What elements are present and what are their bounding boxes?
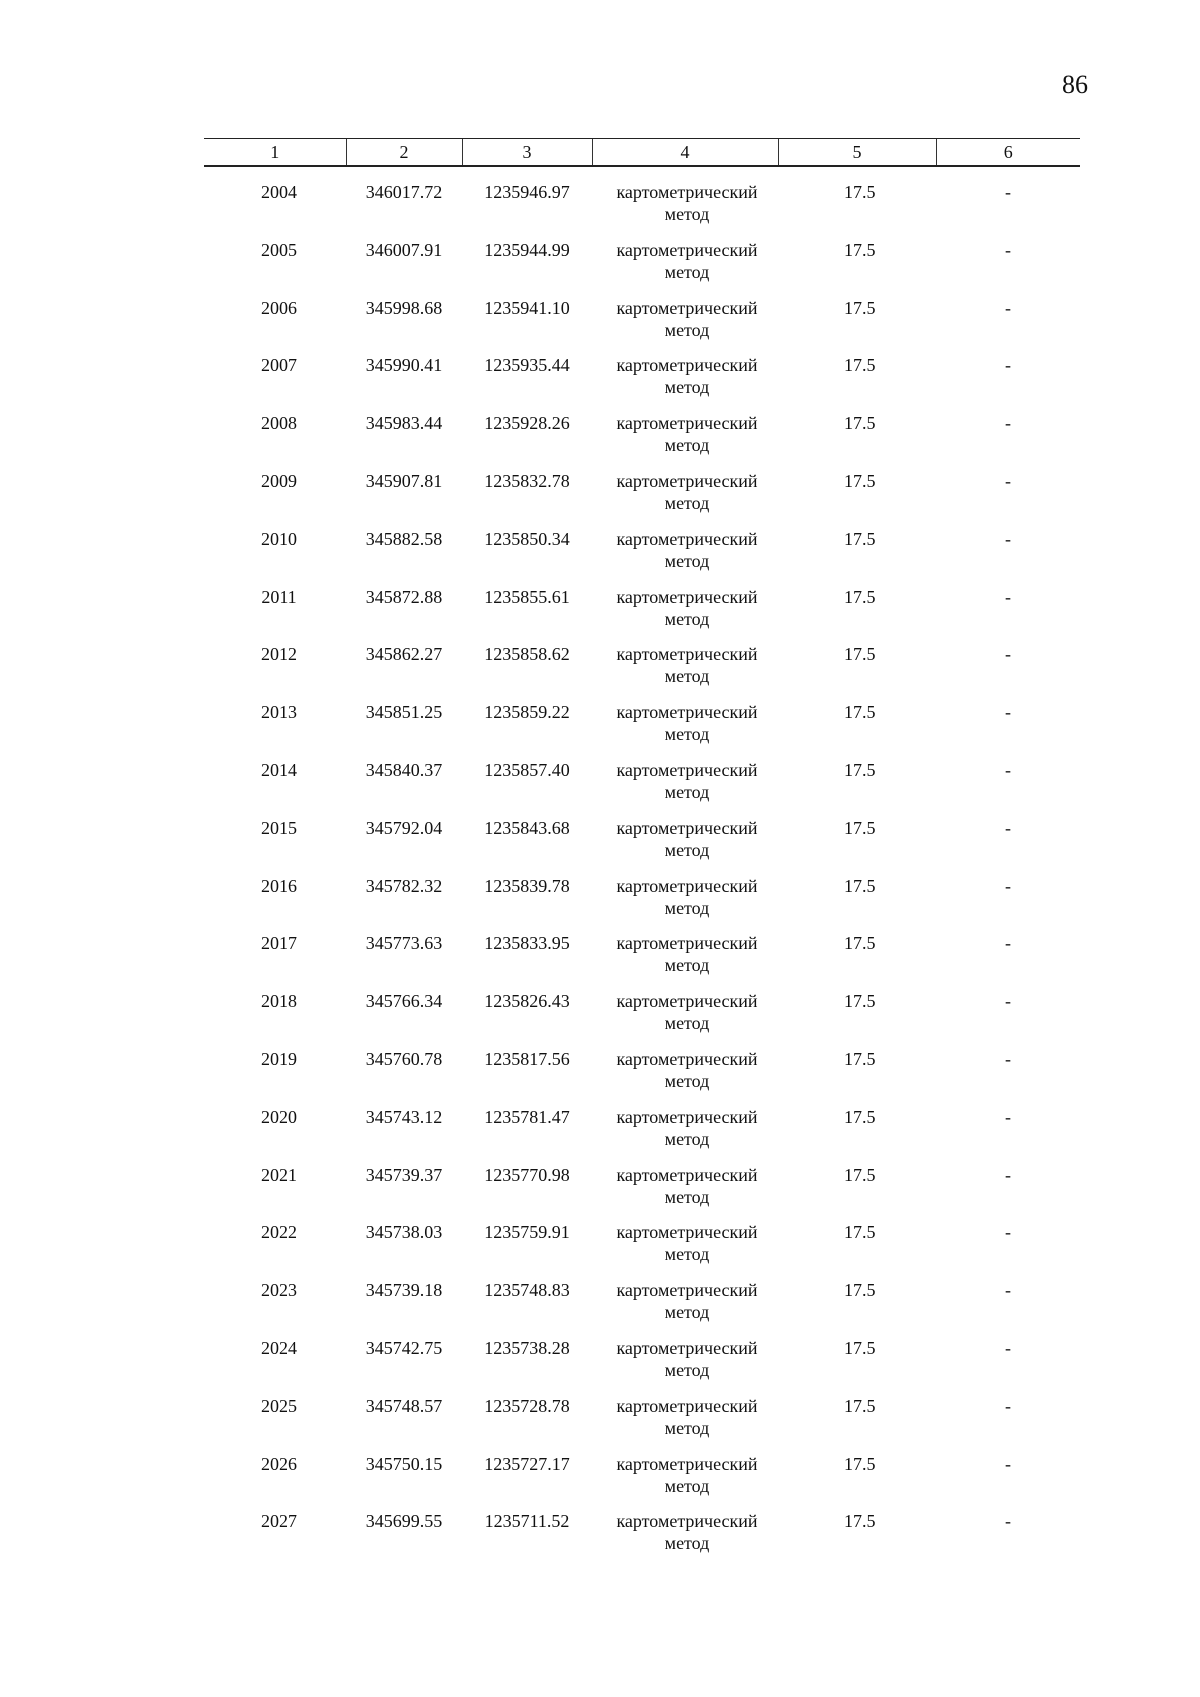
coordinates-table — [204, 138, 1080, 1568]
method-cell — [592, 643, 778, 701]
coordinate-y: 1235944.99 — [484, 239, 570, 260]
method-line-1: картометрический — [616, 1395, 758, 1416]
method-line-2: метод — [664, 1128, 710, 1149]
coordinate-y: 1235727.17 — [484, 1453, 570, 1474]
coordinate-x: 345773.63 — [365, 933, 443, 954]
accuracy-value: 17.5 — [844, 817, 876, 838]
accuracy-value: 17.5 — [844, 355, 876, 376]
method-cell — [592, 1279, 778, 1337]
method-line-2: метод — [664, 608, 710, 629]
table-row — [204, 297, 1080, 355]
coordinate-x: 345748.57 — [365, 1395, 443, 1416]
method-cell — [592, 932, 778, 990]
coordinate-x: 345739.18 — [365, 1280, 443, 1301]
table-row — [204, 412, 1080, 470]
point-number: 2025 — [261, 1395, 297, 1416]
accuracy-value: 17.5 — [844, 470, 876, 491]
point-number: 2012 — [261, 644, 297, 665]
accuracy-value: 17.5 — [844, 1280, 876, 1301]
coordinate-y: 1235748.83 — [484, 1280, 570, 1301]
column-header-2: 2 — [346, 139, 462, 167]
coordinate-y: 1235839.78 — [484, 875, 570, 896]
accuracy-value: 17.5 — [844, 586, 876, 607]
method-line-2: метод — [664, 377, 710, 398]
method-line-2: метод — [664, 1070, 710, 1091]
coordinate-y: 1235946.97 — [484, 182, 570, 202]
method-cell — [592, 1453, 778, 1511]
note-value: - — [1005, 297, 1011, 318]
coordinate-y: 1235832.78 — [484, 470, 570, 491]
method-line-1: картометрический — [616, 239, 758, 260]
point-number: 2023 — [261, 1280, 297, 1301]
method-line-2: метод — [664, 1013, 710, 1034]
coordinate-x: 345738.03 — [365, 1222, 443, 1243]
table-row — [204, 1221, 1080, 1279]
table-row — [204, 586, 1080, 644]
accuracy-value: 17.5 — [844, 933, 876, 954]
method-line-2: метод — [664, 1359, 710, 1380]
method-line-1: картометрический — [616, 355, 758, 376]
table-row — [204, 875, 1080, 933]
method-cell — [592, 528, 778, 586]
note-value: - — [1005, 1106, 1011, 1127]
method-line-2: метод — [664, 261, 710, 282]
point-number: 2026 — [261, 1453, 297, 1474]
method-line-1: картометрический — [616, 933, 758, 954]
method-cell — [592, 354, 778, 412]
coordinate-x: 345739.37 — [365, 1164, 443, 1185]
method-cell — [592, 701, 778, 759]
table-row — [204, 1337, 1080, 1395]
coordinate-y: 1235928.26 — [484, 413, 570, 434]
coordinate-x: 345983.44 — [365, 413, 443, 434]
table-row — [204, 1106, 1080, 1164]
coordinate-x: 346007.91 — [365, 239, 443, 260]
method-cell — [592, 875, 778, 933]
table-row — [204, 643, 1080, 701]
method-cell — [592, 586, 778, 644]
point-number: 2022 — [261, 1222, 297, 1243]
method-line-1: картометрический — [616, 875, 758, 896]
table-row — [204, 166, 1080, 239]
table-row — [204, 354, 1080, 412]
method-cell — [592, 1337, 778, 1395]
coordinate-y: 1235935.44 — [484, 355, 570, 376]
coordinate-y: 1235738.28 — [484, 1337, 570, 1358]
coordinate-y: 1235857.40 — [484, 759, 570, 780]
method-cell — [592, 239, 778, 297]
note-value: - — [1005, 1164, 1011, 1185]
point-number: 2007 — [261, 355, 297, 376]
point-number: 2027 — [261, 1511, 297, 1532]
coordinate-x: 345907.81 — [365, 470, 443, 491]
coordinate-y: 1235855.61 — [484, 586, 570, 607]
accuracy-value: 17.5 — [844, 239, 876, 260]
method-line-1: картометрический — [616, 1453, 758, 1474]
method-line-1: картометрический — [616, 1337, 758, 1358]
method-line-2: метод — [664, 1533, 710, 1554]
coordinate-x: 345743.12 — [365, 1106, 443, 1127]
coordinate-x: 345750.15 — [365, 1453, 443, 1474]
method-cell — [592, 759, 778, 817]
point-number: 2010 — [261, 528, 297, 549]
note-value: - — [1005, 239, 1011, 260]
point-number: 2005 — [261, 239, 297, 260]
note-value: - — [1005, 355, 1011, 376]
note-value: - — [1005, 702, 1011, 723]
point-number: 2017 — [261, 933, 297, 954]
method-line-2: метод — [664, 204, 710, 224]
method-line-1: картометрический — [616, 991, 758, 1012]
point-number: 2008 — [261, 413, 297, 434]
method-line-1: картометрический — [616, 1222, 758, 1243]
page-number: 86 — [1062, 70, 1088, 99]
accuracy-value: 17.5 — [844, 1164, 876, 1185]
table-row — [204, 239, 1080, 297]
point-number: 2015 — [261, 817, 297, 838]
coordinate-y: 1235850.34 — [484, 528, 570, 549]
method-line-1: картометрический — [616, 1511, 758, 1532]
coordinate-y: 1235858.62 — [484, 644, 570, 665]
method-cell — [592, 990, 778, 1048]
table-row — [204, 759, 1080, 817]
table-row — [204, 817, 1080, 875]
coordinate-x: 345998.68 — [365, 297, 443, 318]
method-line-1: картометрический — [616, 470, 758, 491]
table-row — [204, 932, 1080, 990]
method-line-2: метод — [664, 550, 710, 571]
coordinate-x: 345862.27 — [365, 644, 443, 665]
note-value: - — [1005, 1395, 1011, 1416]
accuracy-value: 17.5 — [844, 644, 876, 665]
accuracy-value: 17.5 — [844, 528, 876, 549]
method-line-2: метод — [664, 1244, 710, 1265]
method-line-2: метод — [664, 492, 710, 513]
method-line-2: метод — [664, 781, 710, 802]
accuracy-value: 17.5 — [844, 1453, 876, 1474]
coordinate-x: 345782.32 — [365, 875, 443, 896]
method-cell — [592, 470, 778, 528]
table-row — [204, 1164, 1080, 1222]
method-line-1: картометрический — [616, 182, 758, 202]
method-line-2: метод — [664, 839, 710, 860]
coordinate-y: 1235941.10 — [484, 297, 570, 318]
accuracy-value: 17.5 — [844, 1395, 876, 1416]
method-cell — [592, 817, 778, 875]
accuracy-value: 17.5 — [844, 1048, 876, 1069]
note-value: - — [1005, 413, 1011, 434]
table-row — [204, 990, 1080, 1048]
note-value: - — [1005, 1222, 1011, 1243]
note-value: - — [1005, 759, 1011, 780]
accuracy-value: 17.5 — [844, 991, 876, 1012]
coordinate-x: 345766.34 — [365, 991, 443, 1012]
point-number: 2016 — [261, 875, 297, 896]
note-value: - — [1005, 1048, 1011, 1069]
accuracy-value: 17.5 — [844, 1106, 876, 1127]
method-cell — [592, 1221, 778, 1279]
method-line-1: картометрический — [616, 817, 758, 838]
accuracy-value: 17.5 — [844, 182, 876, 202]
method-line-1: картометрический — [616, 1106, 758, 1127]
coordinate-x: 345882.58 — [365, 528, 443, 549]
point-number: 2019 — [261, 1048, 297, 1069]
accuracy-value: 17.5 — [844, 1337, 876, 1358]
method-line-2: метод — [664, 435, 710, 456]
coordinate-x: 345872.88 — [365, 586, 443, 607]
coordinate-x: 346017.72 — [365, 182, 443, 202]
method-line-2: метод — [664, 897, 710, 918]
table-row — [204, 1048, 1080, 1106]
coordinate-y: 1235843.68 — [484, 817, 570, 838]
table-header — [204, 139, 1080, 167]
method-line-1: картометрический — [616, 702, 758, 723]
point-number: 2006 — [261, 297, 297, 318]
header-row — [204, 139, 1080, 167]
table-row — [204, 1453, 1080, 1511]
note-value: - — [1005, 528, 1011, 549]
note-value: - — [1005, 644, 1011, 665]
column-header-3: 3 — [462, 139, 592, 167]
method-cell — [592, 1106, 778, 1164]
column-header-4: 4 — [592, 139, 778, 167]
table-row — [204, 1510, 1080, 1568]
method-line-1: картометрический — [616, 1048, 758, 1069]
note-value: - — [1005, 586, 1011, 607]
point-number: 2024 — [261, 1337, 297, 1358]
method-line-1: картометрический — [616, 528, 758, 549]
note-value: - — [1005, 1337, 1011, 1358]
coordinate-x: 345990.41 — [365, 355, 443, 376]
table-body — [204, 166, 1080, 1568]
note-value: - — [1005, 933, 1011, 954]
accuracy-value: 17.5 — [844, 1222, 876, 1243]
method-line-1: картометрический — [616, 1280, 758, 1301]
note-value: - — [1005, 875, 1011, 896]
note-value: - — [1005, 1511, 1011, 1532]
column-header-6: 6 — [936, 139, 1080, 167]
coordinate-y: 1235833.95 — [484, 933, 570, 954]
point-number: 2011 — [261, 586, 297, 607]
table-row — [204, 470, 1080, 528]
note-value: - — [1005, 1280, 1011, 1301]
coordinate-y: 1235781.47 — [484, 1106, 570, 1127]
point-number: 2020 — [261, 1106, 297, 1127]
note-value: - — [1005, 470, 1011, 491]
method-cell — [592, 412, 778, 470]
method-line-2: метод — [664, 955, 710, 976]
note-value: - — [1005, 817, 1011, 838]
coordinate-y: 1235859.22 — [484, 702, 570, 723]
accuracy-value: 17.5 — [844, 297, 876, 318]
method-cell — [592, 1395, 778, 1453]
note-value: - — [1005, 182, 1011, 202]
method-line-1: картометрический — [616, 644, 758, 665]
coordinate-x: 345840.37 — [365, 759, 443, 780]
method-line-1: картометрический — [616, 586, 758, 607]
table-row — [204, 528, 1080, 586]
method-line-2: метод — [664, 319, 710, 340]
table-row — [204, 1279, 1080, 1337]
coordinate-x: 345760.78 — [365, 1048, 443, 1069]
column-header-1: 1 — [204, 139, 346, 167]
table-row — [204, 701, 1080, 759]
method-line-2: метод — [664, 1186, 710, 1207]
method-cell — [592, 297, 778, 355]
method-line-2: метод — [664, 724, 710, 745]
method-cell — [592, 1048, 778, 1106]
accuracy-value: 17.5 — [844, 702, 876, 723]
coordinate-y: 1235770.98 — [484, 1164, 570, 1185]
accuracy-value: 17.5 — [844, 875, 876, 896]
method-line-1: картометрический — [616, 759, 758, 780]
coordinate-y: 1235711.52 — [484, 1511, 570, 1532]
table-row — [204, 1395, 1080, 1453]
coordinate-y: 1235759.91 — [484, 1222, 570, 1243]
point-number: 2021 — [261, 1164, 297, 1185]
coordinate-x: 345792.04 — [365, 817, 443, 838]
method-cell — [592, 166, 778, 239]
coordinate-x: 345851.25 — [365, 702, 443, 723]
method-line-2: метод — [664, 1475, 710, 1496]
column-header-5: 5 — [778, 139, 936, 167]
coordinate-y: 1235826.43 — [484, 991, 570, 1012]
point-number: 2004 — [261, 182, 297, 202]
method-line-2: метод — [664, 1417, 710, 1438]
point-number: 2013 — [261, 702, 297, 723]
method-line-1: картометрический — [616, 1164, 758, 1185]
accuracy-value: 17.5 — [844, 1511, 876, 1532]
method-line-2: метод — [664, 1302, 710, 1323]
coordinate-x: 345742.75 — [365, 1337, 443, 1358]
method-cell — [592, 1510, 778, 1568]
note-value: - — [1005, 1453, 1011, 1474]
coordinate-y: 1235728.78 — [484, 1395, 570, 1416]
coordinate-x: 345699.55 — [365, 1511, 443, 1532]
method-line-2: метод — [664, 666, 710, 687]
point-number: 2018 — [261, 991, 297, 1012]
point-number: 2009 — [261, 470, 297, 491]
method-line-1: картометрический — [616, 297, 758, 318]
coordinate-y: 1235817.56 — [484, 1048, 570, 1069]
accuracy-value: 17.5 — [844, 759, 876, 780]
method-line-1: картометрический — [616, 413, 758, 434]
method-cell — [592, 1164, 778, 1222]
accuracy-value: 17.5 — [844, 413, 876, 434]
point-number: 2014 — [261, 759, 297, 780]
note-value: - — [1005, 991, 1011, 1012]
